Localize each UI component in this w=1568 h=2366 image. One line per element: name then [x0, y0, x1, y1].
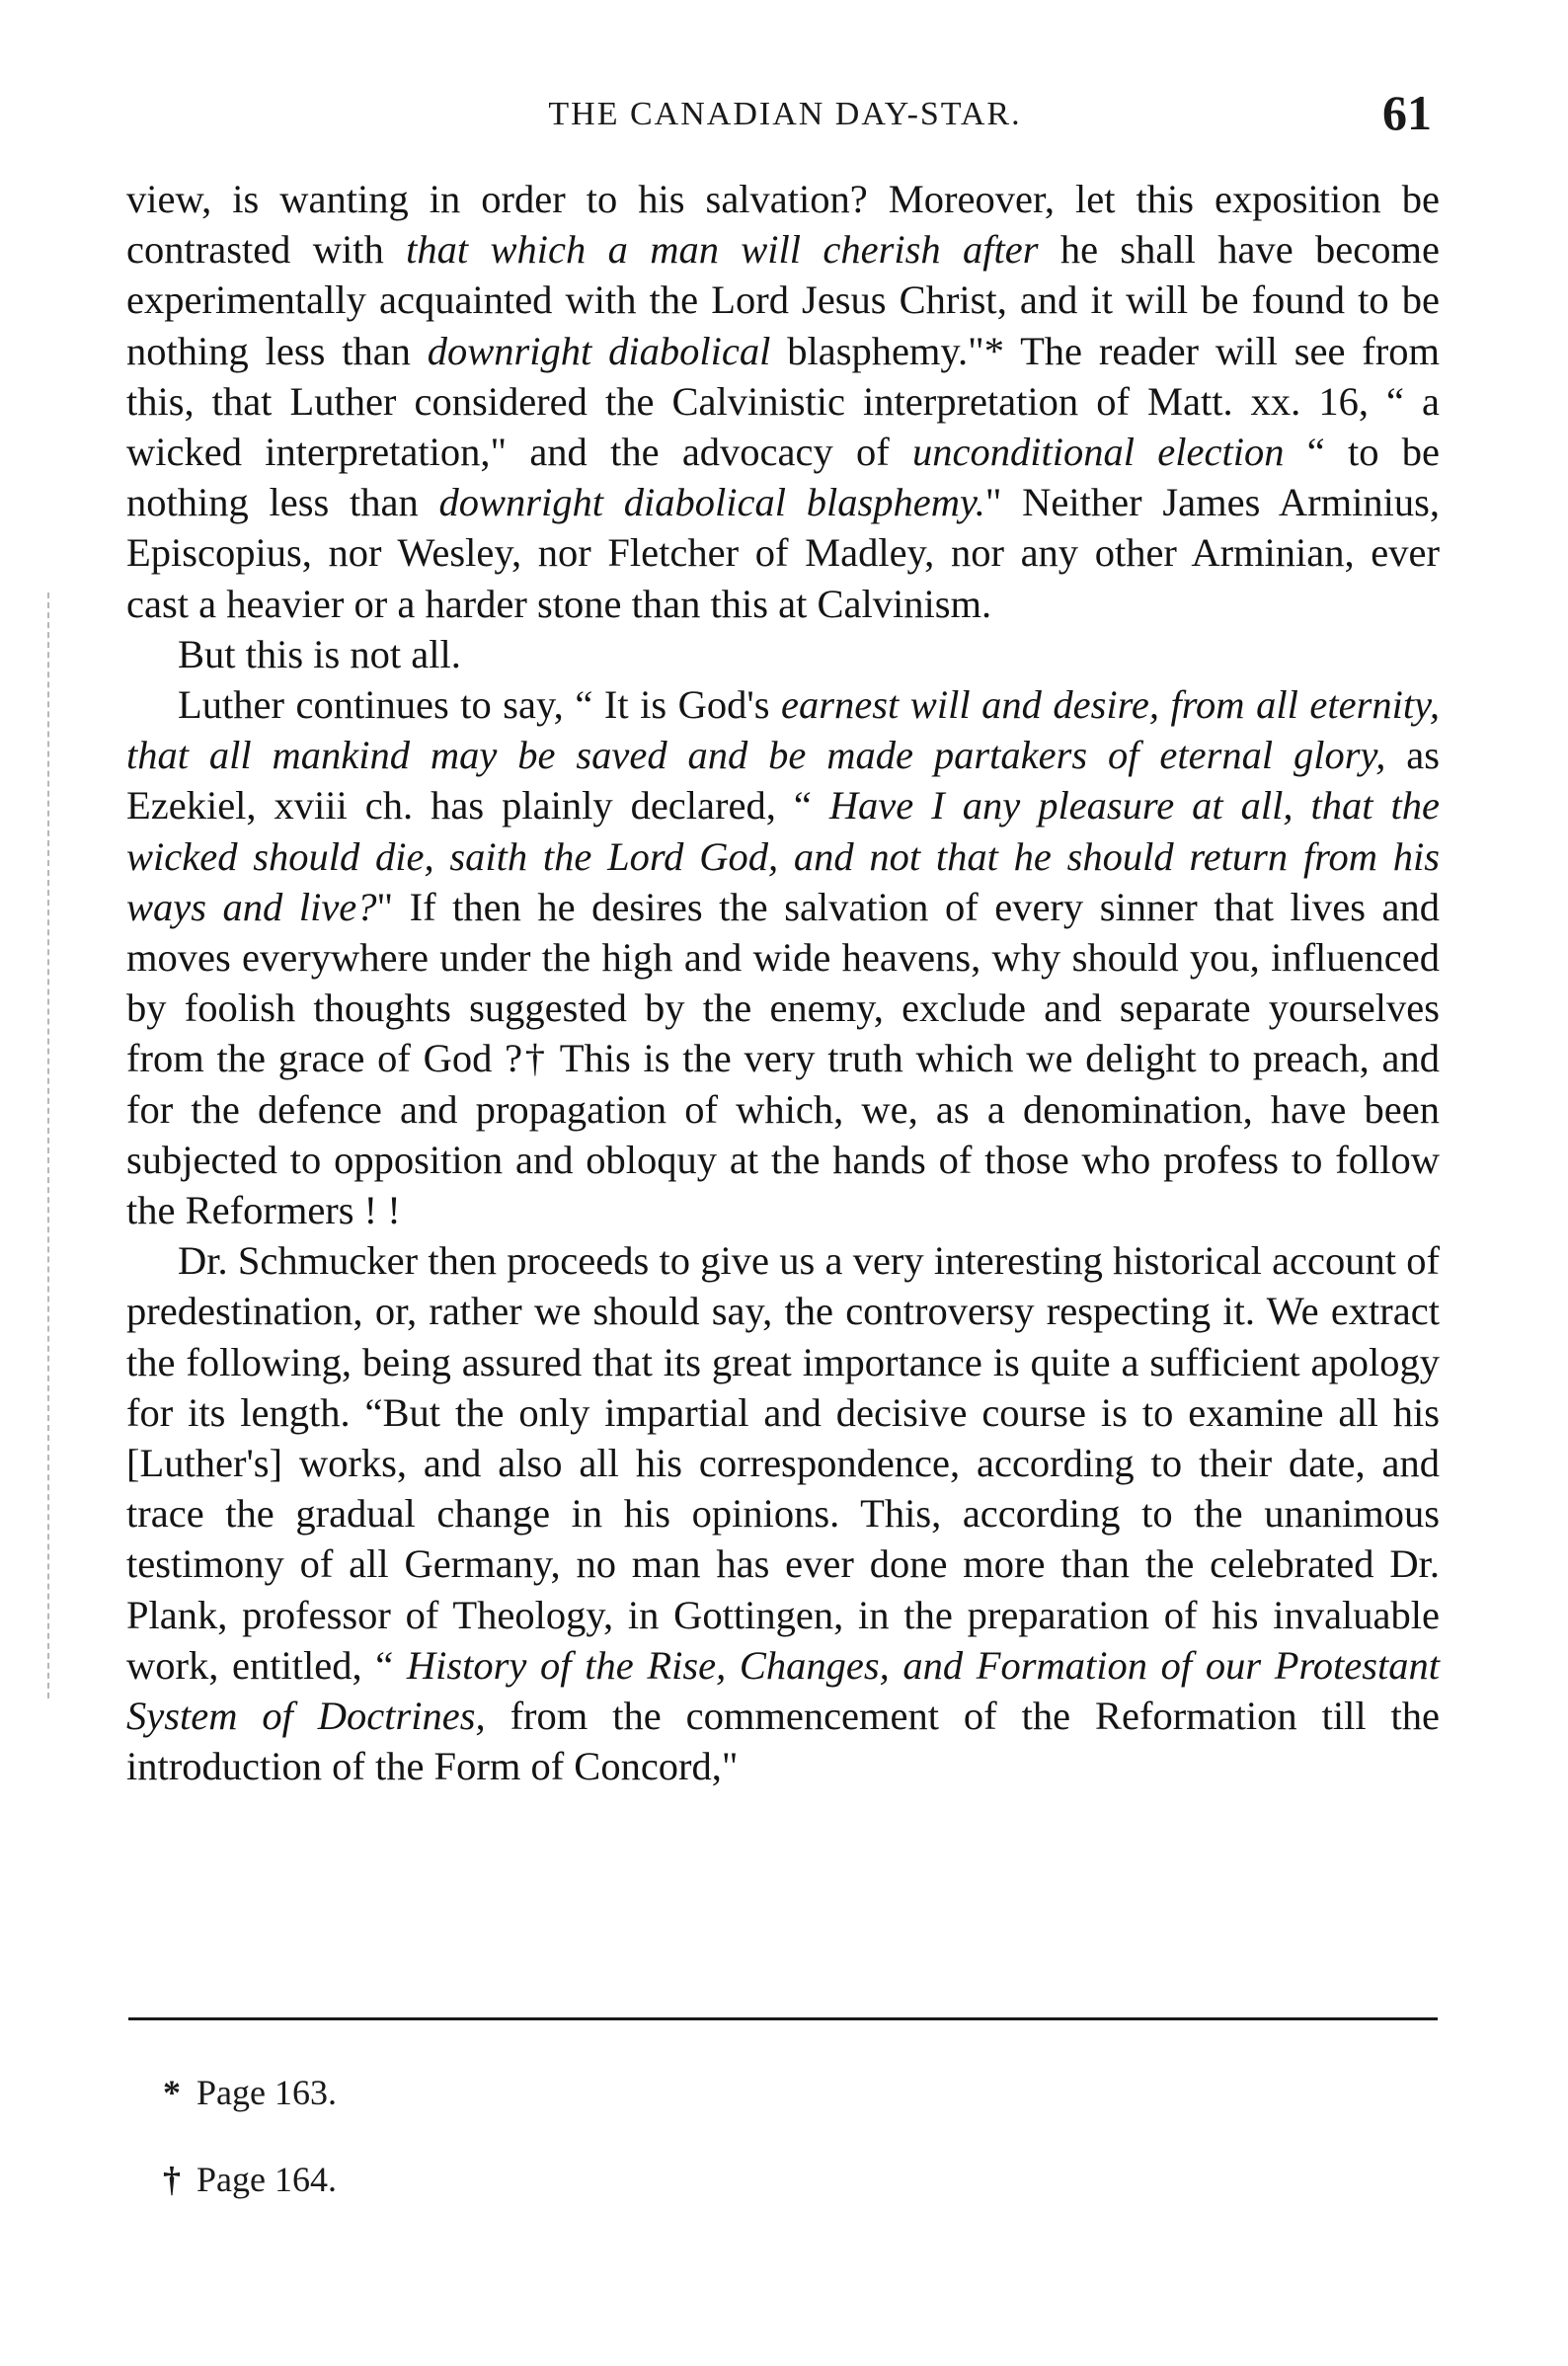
italic-run: that which a man will cherish after [406, 227, 1039, 273]
text-run: as Ezekiel, xviii ch. has plainly declared, “ [126, 733, 1440, 828]
text-run: from the commencement of the Reformation till the introduction of the Form of Concord," [126, 1694, 1440, 1789]
italic-run: downright diabolical blasphemy. [438, 480, 985, 525]
italic-run: downright diabolical [427, 328, 771, 373]
footnote-text: Page 163. [196, 2073, 337, 2112]
footnote-mark: † [163, 2160, 181, 2199]
text-run: Dr. Schmucker then proceeds to give us a very interesting historical account of predestination, or, rather we should say, the controversy respecting it. We extract the following, being assured that its great importance is quite a sufficient apology for its length. “But the only impartial and decisive course is to examine all his [Luther's] works, and also all his correspondence, according to their date, and trace the gradual change in his opinions. This, according to the unanimous testimony of all Germany, no man has ever done more than the celebrated Dr. Plank, professor of Theology, in Gottingen, in the preparation of his invaluable work, entitled, “ [126, 1238, 1440, 1688]
footnotes [163, 2049, 337, 2223]
text-run: Luther continues to say, “ It is God's [178, 682, 782, 728]
footnote-mark: * [163, 2073, 181, 2112]
footnote-rule [128, 2017, 1438, 2020]
footnote [163, 2136, 337, 2223]
text-run: " Neither James Arminius, Episcopius, nor Wesley, nor Fletcher of Madley, nor any other Arminian, ever cast a heavier or a harder stone than this at Calvinism. [126, 480, 1440, 626]
footnote-text: Page 164. [196, 2160, 337, 2199]
text-run: view, is wanting in order to his salvation? Moreover, let this exposition be contrasted with [126, 177, 1440, 273]
paragraph-3 [126, 679, 1440, 1235]
paragraph-1 [126, 174, 1440, 629]
margin-scan-mark [47, 592, 55, 1698]
text-run: he shall have become experimentally acquainted with the Lord Jesus Christ, and it will be found to be nothing less than [126, 227, 1440, 373]
paragraph-2: But this is not all. [178, 631, 461, 676]
text-run: “ to be nothing less than [126, 430, 1440, 525]
footnote [163, 2049, 337, 2136]
body-text [126, 174, 1440, 1792]
page-number: 61 [1382, 85, 1432, 140]
text-run: blasphemy."* The reader will see from this, that Luther considered the Calvinistic interpretation of Matt. xx. 16, “ a wicked interpretation," and the advocacy of [126, 328, 1440, 475]
text-run: " If then he desires the salvation of every sinner that lives and moves everywhere under the high and wide heavens, why should you, influenced by foolish thoughts suggested by the enemy, exclude and separate yourselves from the grace of God ?† This is the very truth which we delight to preach, and for the defence and propagation of which, we, as a denomination, have been subjected to opposition and obloquy at the hands of those who profess to follow the Reformers ! ! [126, 884, 1440, 1233]
running-head [128, 84, 1442, 153]
italic-run: History of the Rise, Changes, and Formation of our Protestant System of Doctrines, [126, 1642, 1440, 1739]
running-title: THE CANADIAN DAY-STAR. [548, 96, 1022, 132]
paragraph-4 [126, 1235, 1440, 1791]
italic-run: unconditional election [912, 430, 1285, 475]
italic-run: Have I any pleasure at all, that the wicked should die, saith the Lord God, and not that he should return from his ways and live? [126, 783, 1440, 929]
italic-run: earnest will and desire, from all eternity, that all mankind may be saved and be made partakers of eternal glory, [126, 682, 1440, 778]
